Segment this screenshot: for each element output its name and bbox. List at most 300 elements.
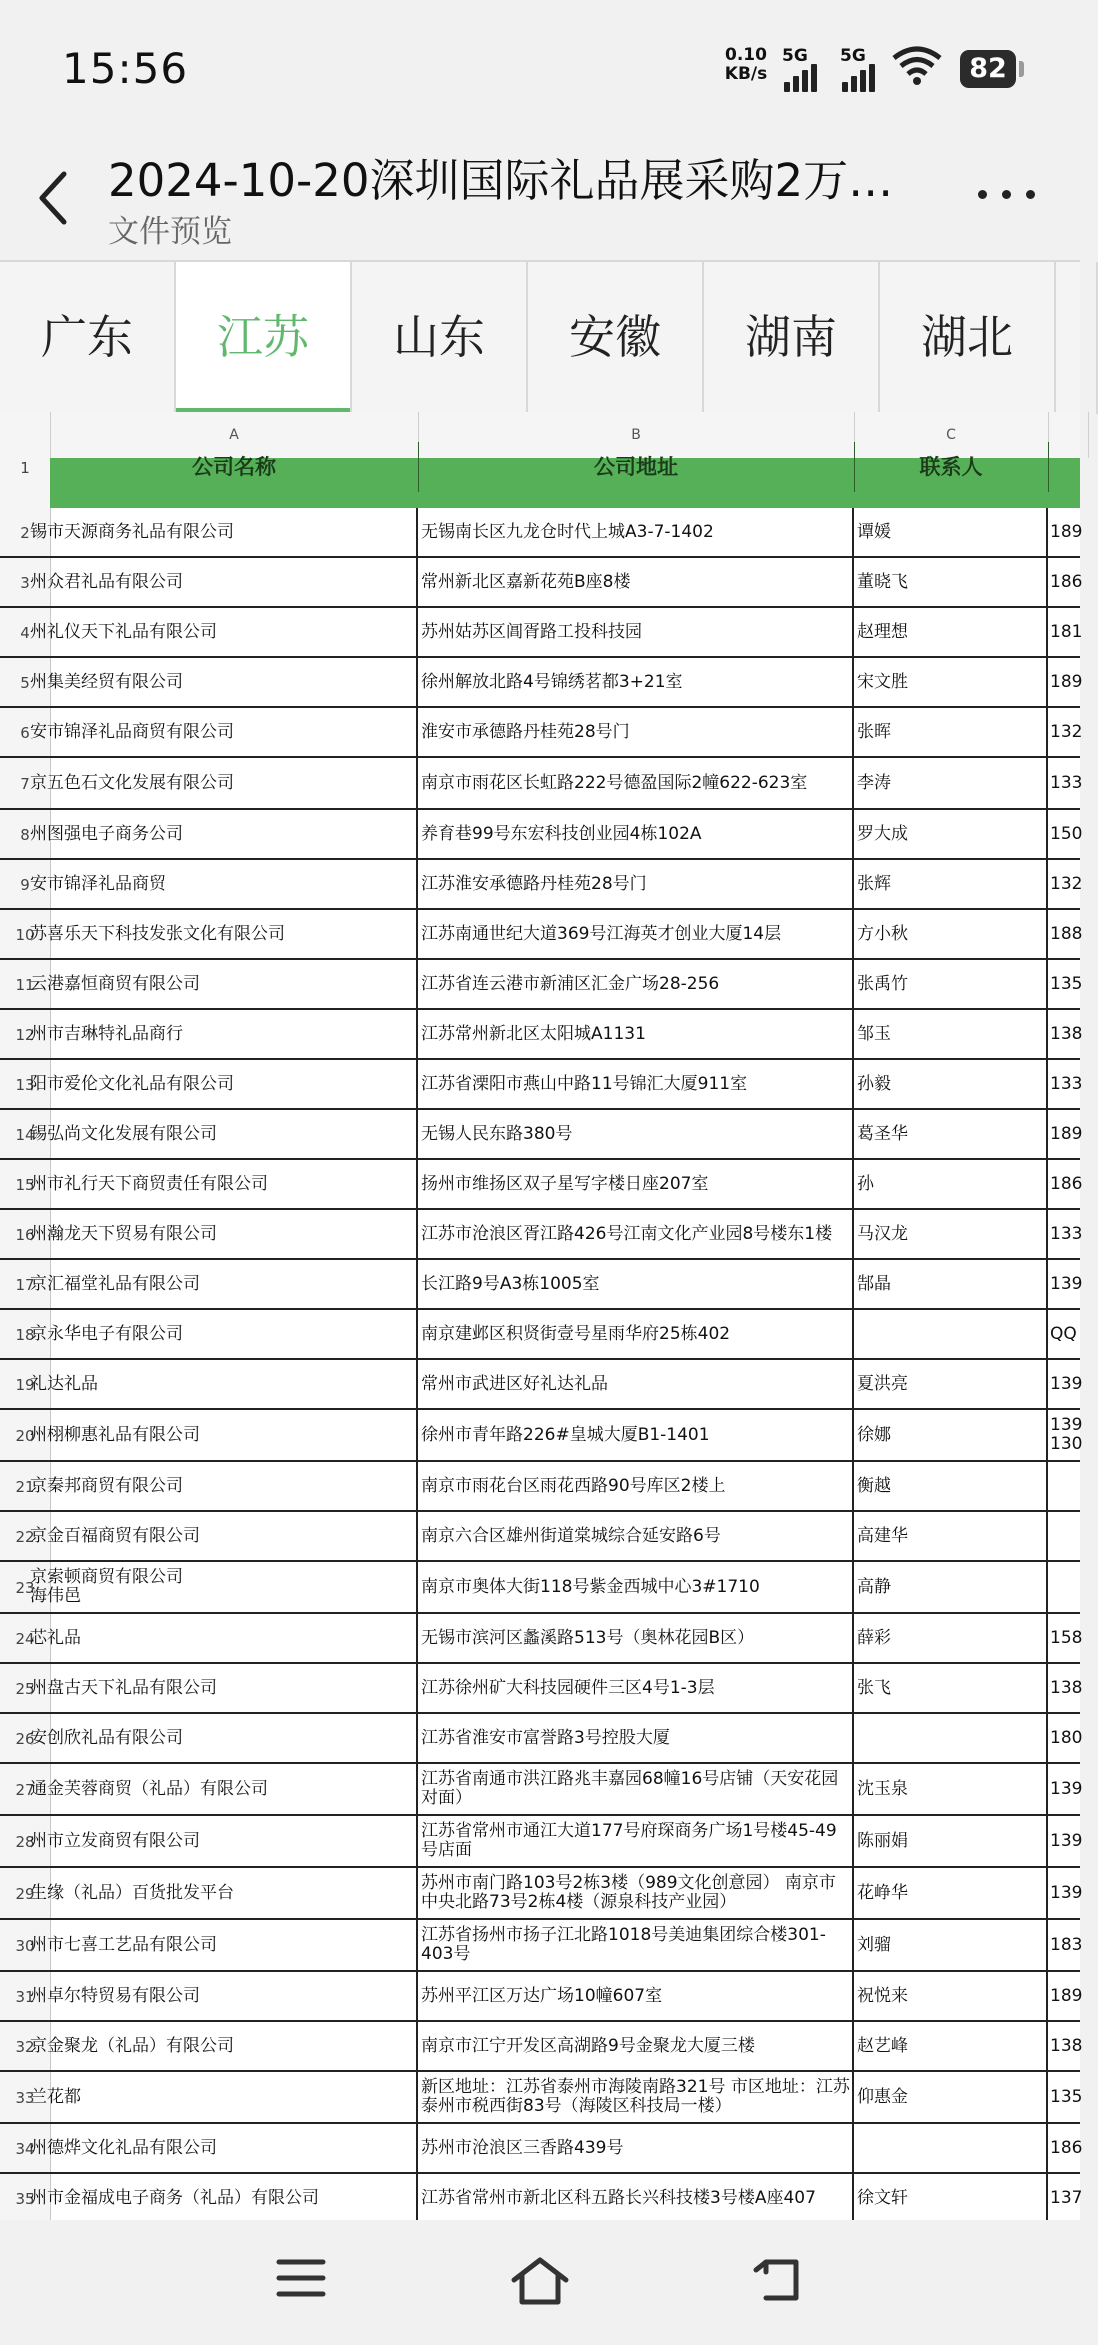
phone-cell[interactable]	[1048, 1110, 1088, 1158]
company-address-cell[interactable]	[418, 1462, 854, 1510]
company-name: 州卓尔特贸易有限公司	[30, 1985, 200, 2006]
company-address-cell[interactable]	[418, 1110, 854, 1158]
signal-label-2: 5G	[840, 46, 866, 66]
company-address: 江苏省常州市通江大道177号府琛商务广场1号楼45-49号店面	[421, 1821, 837, 1860]
company-name-cell[interactable]	[30, 558, 418, 606]
company-address-cell[interactable]	[418, 1260, 854, 1308]
company-name-cell[interactable]	[30, 2072, 418, 2122]
contact-cell[interactable]	[854, 1816, 1048, 1866]
phone-cell[interactable]	[1048, 810, 1088, 858]
company-address-cell[interactable]	[418, 2072, 854, 2122]
phone-cell[interactable]	[1048, 910, 1088, 958]
company-name-cell[interactable]	[30, 1664, 418, 1712]
company-address-cell[interactable]	[418, 1972, 854, 2020]
contact-name: 马汉龙	[857, 1223, 908, 1244]
contact-cell[interactable]	[854, 1310, 1048, 1358]
signal-label: 5G	[782, 46, 808, 66]
contact-cell[interactable]	[854, 1210, 1048, 1258]
contact-cell[interactable]	[854, 558, 1048, 606]
company-address: 苏州姑苏区阊胥路工投科技园	[421, 621, 642, 642]
company-address: 江苏省南通市洪江路兆丰嘉园68幢16号店铺（天安花园对面）	[421, 1769, 839, 1808]
company-address-cell[interactable]	[418, 1868, 854, 1918]
company-address-cell[interactable]	[418, 1512, 854, 1560]
header-company-address: 公司地址	[418, 442, 855, 492]
row-number[interactable]: 23	[0, 1562, 51, 1614]
company-address-cell[interactable]	[418, 1664, 854, 1712]
company-name: 州盘古天下礼品有限公司	[30, 1677, 217, 1698]
table-row	[0, 508, 1083, 558]
row-number[interactable]: 22	[0, 1512, 51, 1562]
contact-cell[interactable]	[854, 2022, 1048, 2070]
contact-cell[interactable]	[854, 1664, 1048, 1712]
table-row	[0, 1110, 1083, 1160]
phone-cell[interactable]	[1048, 1664, 1088, 1712]
table-row	[0, 1714, 1083, 1764]
row-number[interactable]: 8	[0, 810, 51, 860]
company-address-cell[interactable]	[418, 960, 854, 1008]
company-name: 芯礼品	[30, 1627, 81, 1648]
table-row	[0, 1160, 1083, 1210]
contact-name: 孙	[857, 1173, 874, 1194]
company-name-cell[interactable]	[30, 1764, 418, 1814]
phone-cell[interactable]	[1048, 1260, 1088, 1308]
company-address: 苏州市沧浪区三香路439号	[421, 2137, 624, 2158]
company-address: 江苏南通世纪大道369号江海英才创业大厦14层	[421, 923, 782, 944]
company-name: 州图强电子商务公司	[30, 823, 183, 844]
company-address-cell[interactable]	[418, 810, 854, 858]
row-number[interactable]: 34	[0, 2124, 51, 2174]
battery-icon: 82	[960, 50, 1016, 88]
table-row	[0, 1260, 1083, 1310]
menu-icon[interactable]	[276, 2256, 326, 2300]
company-address-cell[interactable]	[418, 758, 854, 808]
phone-cell[interactable]	[1048, 1462, 1088, 1510]
table-row	[0, 1512, 1080, 1562]
row-number[interactable]: 13	[0, 1060, 51, 1110]
phone-number: 181	[1050, 621, 1083, 642]
company-name: 阳市爱伦文化礼品有限公司	[30, 1073, 234, 1094]
table-row	[0, 1816, 1083, 1868]
company-name-cell[interactable]	[30, 1110, 418, 1158]
column-a-header[interactable]: A	[50, 412, 419, 458]
company-address: 徐州市青年路226#皇城大厦B1-1401	[421, 1424, 710, 1445]
company-address-cell[interactable]	[418, 1160, 854, 1208]
contact-name: 郜晶	[857, 1273, 891, 1294]
contact-cell[interactable]	[854, 1562, 1048, 1612]
contact-cell[interactable]	[854, 658, 1048, 706]
row-number[interactable]: 17	[0, 1260, 51, 1310]
contact-name: 邹玉	[857, 1023, 891, 1044]
company-name: 京金百福商贸有限公司	[30, 1525, 200, 1546]
phone-number: 189	[1050, 671, 1083, 692]
company-name-cell[interactable]	[30, 1360, 418, 1408]
company-address: 江苏省常州市新北区科五路长兴科技楼3号楼A座407	[421, 2187, 816, 2208]
company-name-cell[interactable]	[30, 1310, 418, 1358]
phone-number: QQ	[1050, 1323, 1077, 1344]
contact-cell[interactable]	[854, 1410, 1048, 1460]
company-name: 京秦邦商贸有限公司	[30, 1475, 183, 1496]
company-name-cell[interactable]	[30, 1010, 418, 1058]
phone-cell[interactable]	[1048, 2022, 1088, 2070]
contact-cell[interactable]	[854, 1060, 1048, 1108]
company-name: 兰花都	[30, 2086, 81, 2107]
phone-cell[interactable]	[1048, 1360, 1088, 1408]
company-name-cell[interactable]	[30, 1562, 418, 1612]
company-address-cell[interactable]	[418, 1764, 854, 1814]
contact-name: 赵艺峰	[857, 2035, 908, 2056]
contact-cell[interactable]	[854, 1920, 1048, 1970]
phone-number: 186	[1050, 571, 1083, 592]
phone-cell[interactable]	[1048, 1512, 1088, 1560]
contact-cell[interactable]	[854, 1614, 1048, 1662]
company-name: 京金聚龙（礼品）有限公司	[30, 2035, 234, 2056]
status-bar	[0, 0, 1080, 130]
row-number[interactable]: 32	[0, 2022, 51, 2072]
tab-guangdong[interactable]: 广东	[0, 262, 176, 414]
company-address-cell[interactable]	[418, 1360, 854, 1408]
more-menu-icon[interactable]	[978, 190, 1038, 206]
contact-name: 葛圣华	[857, 1123, 908, 1144]
table-row	[0, 608, 1083, 658]
company-name-cell[interactable]	[30, 960, 418, 1008]
phone-cell[interactable]	[1048, 1714, 1088, 1762]
phone-cell[interactable]	[1048, 860, 1088, 908]
phone-cell[interactable]	[1048, 708, 1088, 756]
contact-cell[interactable]	[854, 758, 1048, 808]
contact-name: 刘骝	[857, 1934, 891, 1955]
company-address-cell[interactable]	[418, 910, 854, 958]
company-address: 扬州市维扬区双子星写字楼日座207室	[421, 1173, 709, 1194]
back-nav-icon[interactable]	[750, 2256, 806, 2304]
table-row	[0, 1310, 1080, 1360]
row-number[interactable]: 12	[0, 1010, 51, 1060]
phone-number: 139	[1050, 1830, 1083, 1851]
phone-cell[interactable]	[1048, 1816, 1088, 1866]
table-row	[0, 810, 1083, 860]
company-name-cell[interactable]	[30, 1512, 418, 1560]
company-name-cell[interactable]	[30, 1160, 418, 1208]
row-number[interactable]: 16	[0, 1210, 51, 1260]
company-address-cell[interactable]	[418, 508, 854, 556]
company-name: 京永华电子有限公司	[30, 1323, 183, 1344]
company-name-cell[interactable]	[30, 1410, 418, 1460]
contact-cell[interactable]	[854, 2174, 1048, 2222]
company-address: 江苏省溧阳市燕山中路11号锦汇大厦911室	[421, 1073, 748, 1094]
company-address: 苏州平江区万达广场10幢607室	[421, 1985, 663, 2006]
spreadsheet[interactable]	[0, 412, 1083, 2220]
contact-name: 衡越	[857, 1475, 891, 1496]
contact-cell[interactable]	[854, 1360, 1048, 1408]
company-address: 养育巷99号东宏科技创业园4栋102A	[421, 823, 702, 844]
company-name-cell[interactable]	[30, 1816, 418, 1866]
row-number[interactable]: 18	[0, 1310, 51, 1360]
company-address: 南京市雨花区长虹路222号德盈国际2幢622-623室	[421, 772, 808, 793]
table-row	[0, 2072, 1083, 2124]
company-name-cell[interactable]	[30, 1614, 418, 1662]
tab-hubei[interactable]: 湖北	[880, 262, 1056, 414]
phone-cell[interactable]	[1048, 1160, 1088, 1208]
table-row	[0, 758, 1083, 810]
company-address: 南京六合区雄州街道棠城综合延安路6号	[421, 1525, 721, 1546]
phone-cell[interactable]	[1048, 508, 1088, 556]
company-address-cell[interactable]	[418, 2124, 854, 2172]
phone-number: 133	[1050, 1073, 1083, 1094]
table-row	[0, 1920, 1083, 1972]
phone-cell[interactable]	[1048, 1010, 1088, 1058]
company-address-cell[interactable]	[418, 1614, 854, 1662]
column-c-header[interactable]: C	[854, 412, 1049, 458]
contact-cell[interactable]	[854, 1714, 1048, 1762]
company-name-cell[interactable]	[30, 810, 418, 858]
table-row	[0, 1462, 1080, 1512]
company-address-cell[interactable]	[418, 1816, 854, 1866]
table-row	[0, 1210, 1083, 1260]
company-name: 云港嘉恒商贸有限公司	[30, 973, 200, 994]
wifi-icon	[892, 46, 942, 86]
table-row	[0, 1868, 1083, 1920]
contact-cell[interactable]	[854, 810, 1048, 858]
row-number[interactable]: 31	[0, 1972, 51, 2022]
row-number[interactable]: 24	[0, 1614, 51, 1664]
company-address: 南京市奥体大街118号紫金西城中心3#1710	[421, 1576, 760, 1597]
company-address-cell[interactable]	[418, 1562, 854, 1612]
company-name: 州集美经贸有限公司	[30, 671, 183, 692]
tab-jiangsu[interactable]: 江苏	[176, 262, 352, 414]
row-number[interactable]: 35	[0, 2174, 51, 2224]
home-icon[interactable]	[510, 2256, 570, 2306]
company-address-cell[interactable]	[418, 1920, 854, 1970]
phone-number: 188	[1050, 923, 1083, 944]
company-address-cell[interactable]	[418, 558, 854, 606]
phone-cell[interactable]	[1048, 2174, 1088, 2222]
company-address: 江苏市沧浪区胥江路426号江南文化产业园8号楼东1楼	[421, 1223, 833, 1244]
row-number[interactable]: 30	[0, 1920, 51, 1972]
company-name-cell[interactable]	[30, 1868, 418, 1918]
contact-cell[interactable]	[854, 1512, 1048, 1560]
contact-name: 徐文轩	[857, 2187, 908, 2208]
company-name: 苏喜乐天下科技发张文化有限公司	[30, 923, 285, 944]
company-name-cell[interactable]	[30, 658, 418, 706]
company-address-cell[interactable]	[418, 860, 854, 908]
company-name-cell[interactable]	[30, 2022, 418, 2070]
phone-cell[interactable]	[1048, 1210, 1088, 1258]
phone-number: 186	[1050, 2137, 1083, 2158]
row-number[interactable]: 7	[0, 758, 51, 810]
phone-cell[interactable]	[1048, 558, 1088, 606]
table-row	[0, 1764, 1083, 1816]
contact-cell[interactable]	[854, 2124, 1048, 2172]
company-name-cell[interactable]	[30, 1972, 418, 2020]
contact-cell[interactable]	[854, 2072, 1048, 2122]
contact-cell[interactable]	[854, 1764, 1048, 1814]
row-number[interactable]: 20	[0, 1410, 51, 1462]
row-number[interactable]: 2	[0, 508, 51, 558]
column-d-header[interactable]	[1048, 412, 1089, 458]
phone-cell[interactable]	[1048, 1868, 1088, 1918]
back-icon[interactable]	[34, 168, 74, 228]
company-name-cell[interactable]	[30, 508, 418, 556]
phone-number: 183	[1050, 1934, 1083, 1955]
phone-cell[interactable]	[1048, 1410, 1088, 1460]
phone-cell[interactable]	[1048, 1764, 1088, 1814]
contact-cell[interactable]	[854, 960, 1048, 1008]
contact-cell[interactable]	[854, 1260, 1048, 1308]
company-name: 州瀚龙天下贸易有限公司	[30, 1223, 217, 1244]
contact-cell[interactable]	[854, 860, 1048, 908]
table-row	[0, 1010, 1083, 1060]
company-address-cell[interactable]	[418, 1060, 854, 1108]
row-number[interactable]: 15	[0, 1160, 51, 1210]
column-b-header[interactable]: B	[418, 412, 855, 458]
company-address-cell[interactable]	[418, 1410, 854, 1460]
contact-cell[interactable]	[854, 1110, 1048, 1158]
phone-number: 135	[1050, 973, 1083, 994]
company-address: 南京建邺区积贤街壹号星雨华府25栋402	[421, 1323, 731, 1344]
phone-number: 139	[1050, 1373, 1083, 1394]
clock: 15:56	[62, 44, 189, 93]
company-name-cell[interactable]	[30, 910, 418, 958]
phone-number: 132	[1050, 721, 1083, 742]
company-address: 无锡市滨河区蠡溪路513号（奥林花园B区）	[421, 1627, 755, 1648]
network-speed-unit: KB/s	[724, 64, 768, 84]
phone-cell[interactable]	[1048, 1060, 1088, 1108]
page-subtitle: 文件预览	[108, 214, 232, 250]
contact-name: 张晖	[857, 721, 891, 742]
phone-cell[interactable]	[1048, 758, 1088, 808]
contact-name: 花峥华	[857, 1882, 908, 1903]
company-address: 常州市武进区好礼达礼品	[421, 1373, 608, 1394]
contact-cell[interactable]	[854, 708, 1048, 756]
contact-name: 方小秋	[857, 923, 908, 944]
company-name-cell[interactable]	[30, 1260, 418, 1308]
company-name: 州栩柳惠礼品有限公司	[30, 1424, 200, 1445]
table-row	[0, 1562, 1080, 1614]
contact-name: 罗大成	[857, 823, 908, 844]
phone-cell[interactable]	[1048, 1920, 1088, 1970]
row-number[interactable]: 29	[0, 1868, 51, 1920]
contact-cell[interactable]	[854, 1462, 1048, 1510]
phone-number: 133	[1050, 1223, 1083, 1244]
phone-cell[interactable]	[1048, 1562, 1088, 1612]
company-name-cell[interactable]	[30, 1462, 418, 1510]
phone-cell[interactable]	[1048, 608, 1088, 656]
company-name-cell[interactable]	[30, 1714, 418, 1762]
phone-cell[interactable]	[1048, 1310, 1088, 1358]
tab-shandong[interactable]: 山东	[352, 262, 528, 414]
table-row	[0, 2022, 1083, 2072]
navigation-bar	[0, 2220, 1080, 2345]
contact-cell[interactable]	[854, 910, 1048, 958]
row-number[interactable]: 21	[0, 1462, 51, 1512]
company-address: 江苏省淮安市富誉路3号控股大厦	[421, 1727, 670, 1748]
phone-number: 138	[1050, 1023, 1083, 1044]
phone-cell[interactable]	[1048, 1972, 1088, 2020]
company-name-cell[interactable]	[30, 860, 418, 908]
company-name: 京汇福堂礼品有限公司	[30, 1273, 200, 1294]
contact-cell[interactable]	[854, 508, 1048, 556]
phone-cell[interactable]	[1048, 960, 1088, 1008]
company-name-cell[interactable]	[30, 1920, 418, 1970]
company-name: 锡弘尚文化发展有限公司	[30, 1123, 217, 1144]
phone-number: 180	[1050, 1727, 1083, 1748]
phone-cell[interactable]	[1048, 2072, 1088, 2122]
contact-name: 谭媛	[857, 521, 891, 542]
company-name-cell[interactable]	[30, 1060, 418, 1108]
company-address-cell[interactable]	[418, 1210, 854, 1258]
row-number[interactable]: 10	[0, 910, 51, 960]
company-address-cell[interactable]	[418, 1714, 854, 1762]
row-number[interactable]: 1	[0, 458, 51, 508]
phone-number: 138	[1050, 1677, 1083, 1698]
contact-cell[interactable]	[854, 1972, 1048, 2020]
contact-cell[interactable]	[854, 608, 1048, 656]
row-number[interactable]: 3	[0, 558, 51, 608]
table-row	[0, 558, 1083, 608]
company-name-cell[interactable]	[30, 1210, 418, 1258]
row-number[interactable]: 25	[0, 1664, 51, 1714]
contact-cell[interactable]	[854, 1160, 1048, 1208]
table-row	[0, 1972, 1083, 2022]
company-name: 锡市天源商务礼品有限公司	[30, 521, 234, 542]
row-number[interactable]: 5	[0, 658, 51, 708]
phone-number: 158	[1050, 1627, 1083, 1648]
row-number[interactable]: 26	[0, 1714, 51, 1764]
row-number[interactable]: 14	[0, 1110, 51, 1160]
contact-name: 徐娜	[857, 1424, 891, 1445]
tab-anhui[interactable]: 安徽	[528, 262, 704, 414]
table-row	[0, 658, 1083, 708]
phone-cell[interactable]	[1048, 1614, 1088, 1662]
row-number[interactable]: 4	[0, 608, 51, 658]
phone-cell[interactable]	[1048, 658, 1088, 706]
contact-cell[interactable]	[854, 1868, 1048, 1918]
contact-name: 李涛	[857, 772, 891, 793]
phone-number: 150	[1050, 823, 1083, 844]
phone-number: 189	[1050, 521, 1083, 542]
company-address-cell[interactable]	[418, 658, 854, 706]
company-name: 州市吉琳特礼品商行	[30, 1023, 183, 1044]
phone-number: 139	[1050, 1882, 1083, 1903]
company-name-cell[interactable]	[30, 2124, 418, 2172]
company-address: 无锡人民东路380号	[421, 1123, 573, 1144]
tab-more[interactable]	[1056, 262, 1098, 414]
company-address-cell[interactable]	[418, 1010, 854, 1058]
row-number[interactable]: 11	[0, 960, 51, 1010]
company-name-cell[interactable]	[30, 2174, 418, 2222]
row-number[interactable]: 9	[0, 860, 51, 910]
row-number[interactable]: 6	[0, 708, 51, 758]
row-number[interactable]: 19	[0, 1360, 51, 1410]
company-address-cell[interactable]	[418, 2022, 854, 2070]
company-address-cell[interactable]	[418, 2174, 854, 2222]
company-name-cell[interactable]	[30, 608, 418, 656]
row-number[interactable]: 27	[0, 1764, 51, 1816]
contact-cell[interactable]	[854, 1010, 1048, 1058]
company-address: 无锡南长区九龙仓时代上城A3-7-1402	[421, 521, 714, 542]
row-number[interactable]: 28	[0, 1816, 51, 1868]
company-name-cell[interactable]	[30, 708, 418, 756]
company-address-cell[interactable]	[418, 1310, 854, 1358]
row-number[interactable]: 33	[0, 2072, 51, 2124]
company-name: 州德烨文化礼品有限公司	[30, 2137, 217, 2158]
company-name-cell[interactable]	[30, 758, 418, 808]
table-row	[0, 2124, 1083, 2174]
tab-hunan[interactable]: 湖南	[704, 262, 880, 414]
phone-cell[interactable]	[1048, 2124, 1088, 2172]
company-address-cell[interactable]	[418, 708, 854, 756]
contact-name: 高建华	[857, 1525, 908, 1546]
company-address-cell[interactable]	[418, 608, 854, 656]
